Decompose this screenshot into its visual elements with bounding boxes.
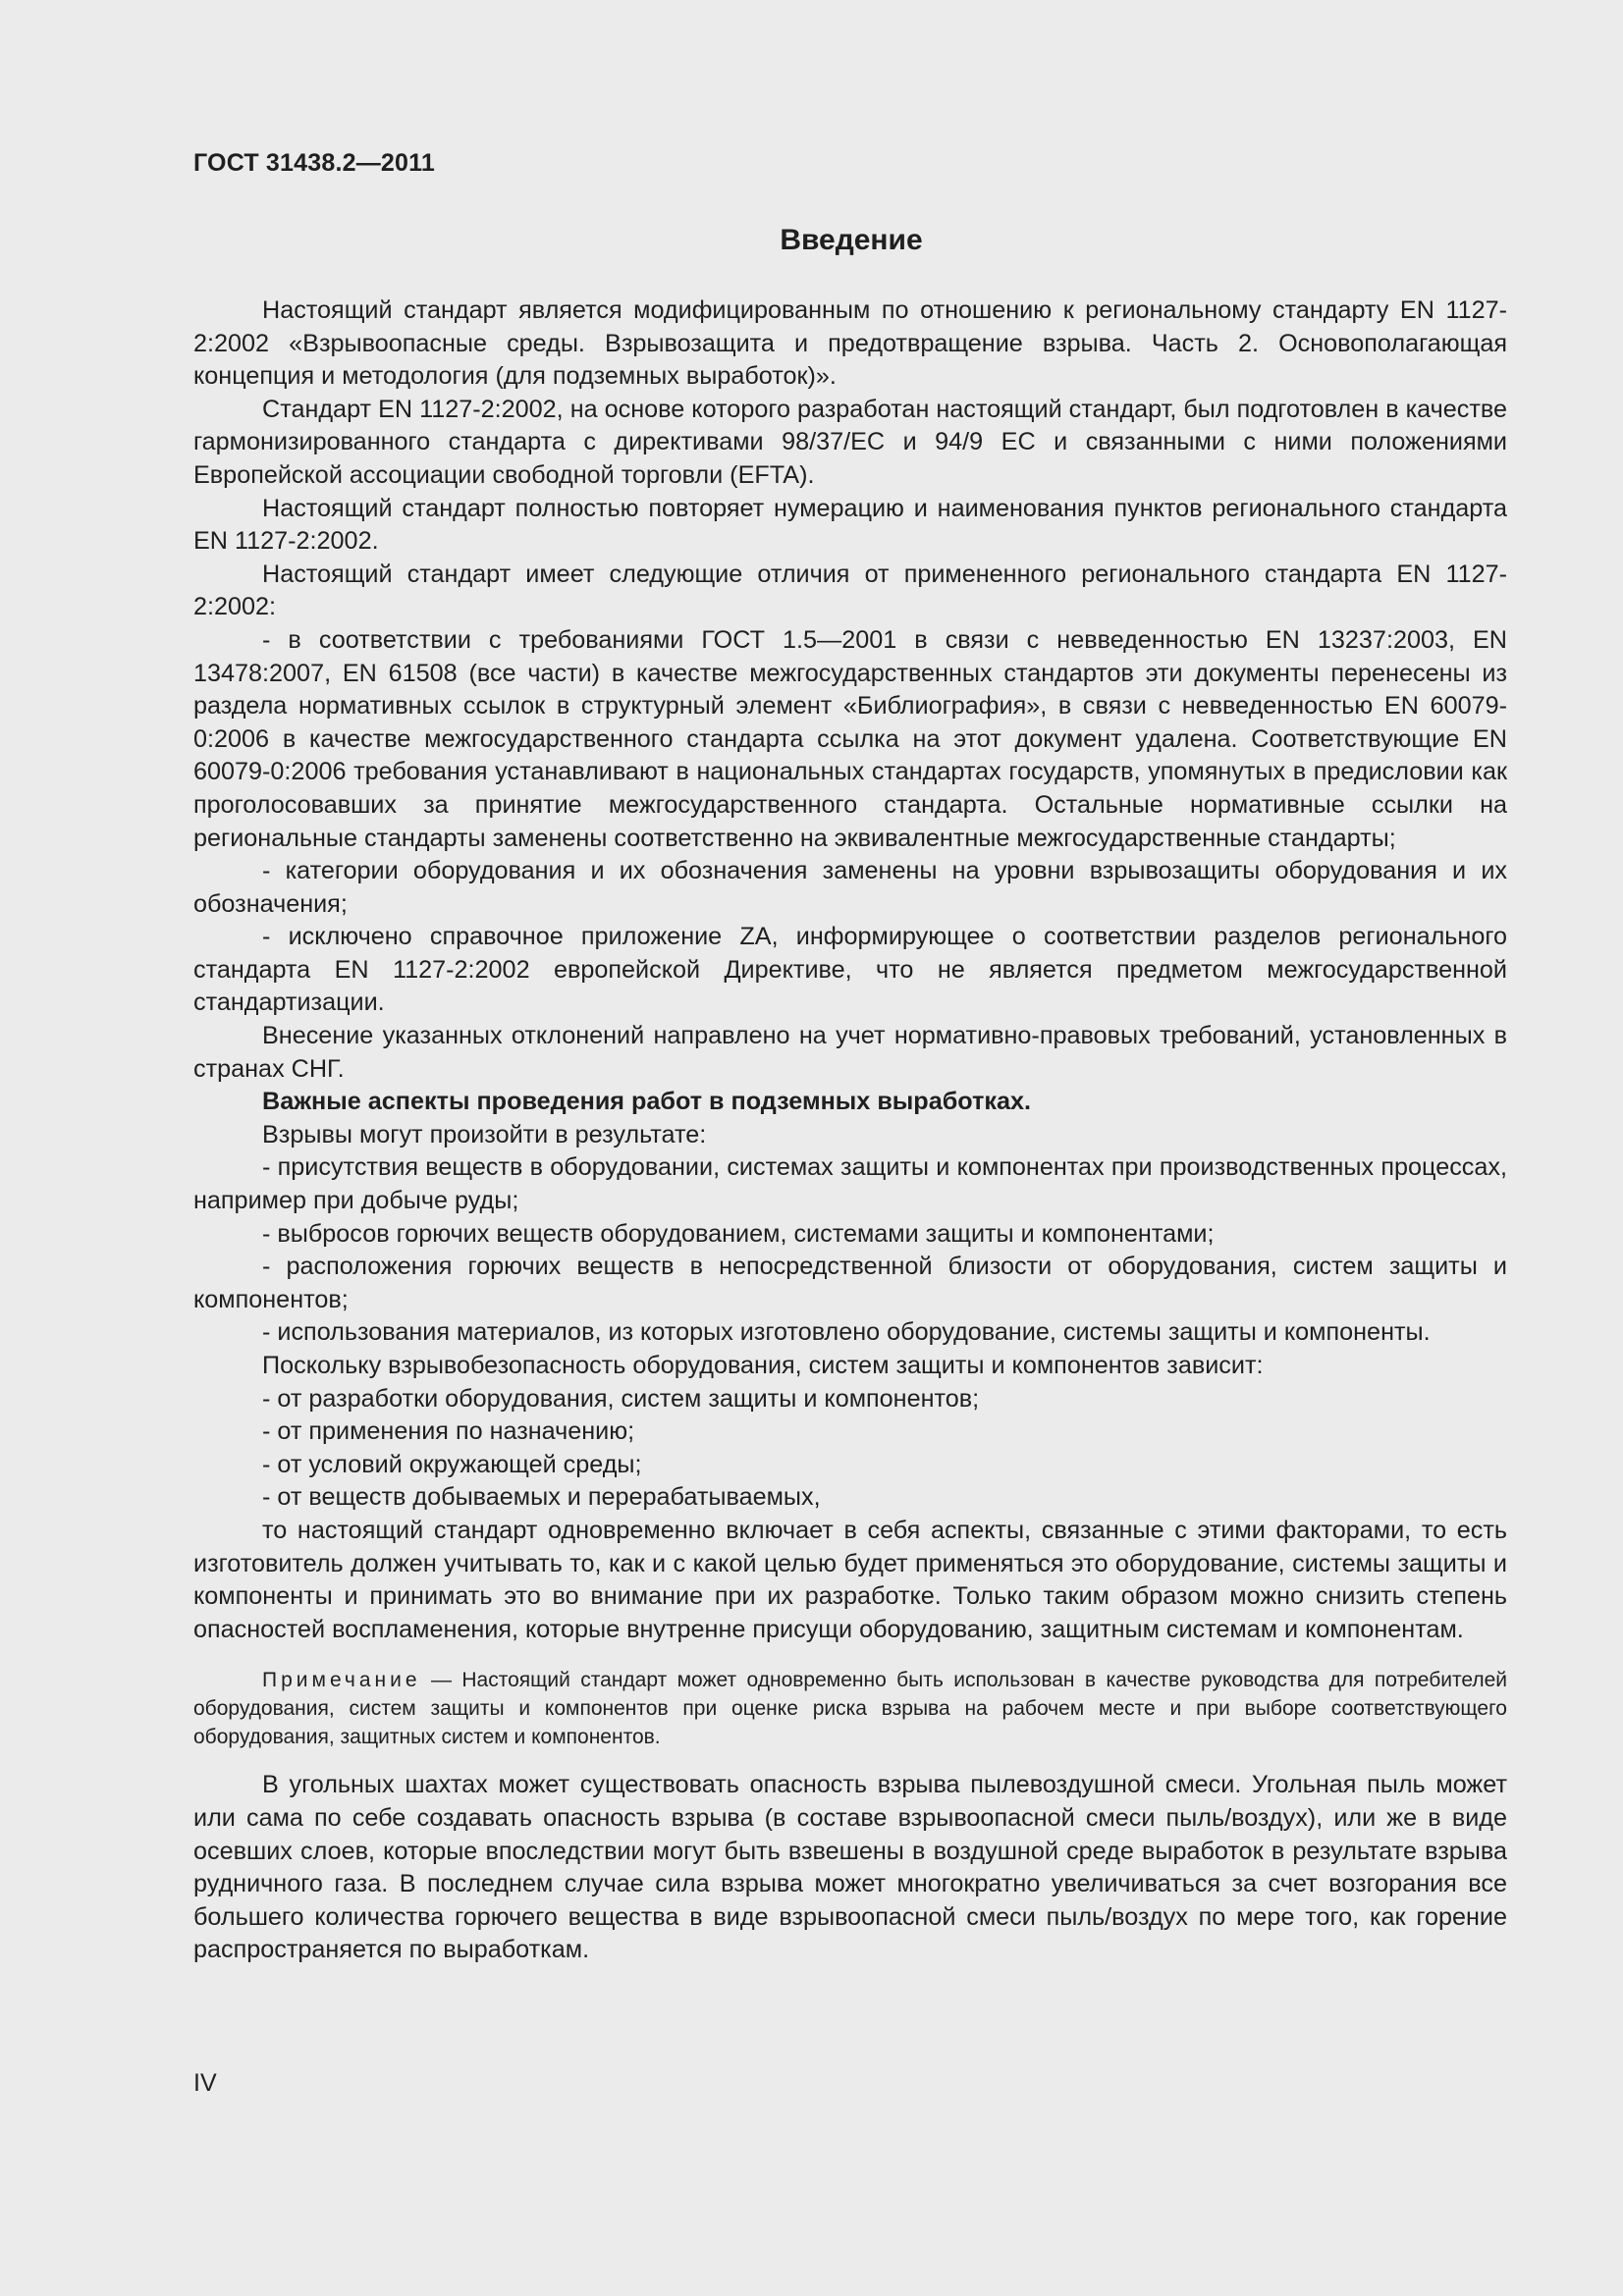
paragraph: Настоящий стандарт полностью повторяет нумерацию и наименования пунктов регионального стандарта EN 1127-2:2002.	[193, 494, 1507, 556]
list-item: - категории оборудования и их обозначения заменены на уровни взрывозащиты оборудования и их обозначения;	[193, 857, 1507, 918]
bold-heading: Важные аспекты проведения работ в подземных выработках.	[262, 1088, 1031, 1116]
page-number: IV	[193, 2069, 217, 2097]
note	[193, 1666, 1507, 1751]
list-item: - от применения по назначению;	[262, 1417, 635, 1446]
list-item: - от разработки оборудования, систем защиты и компонентов;	[262, 1384, 980, 1413]
paragraph: Внесение указанных отклонений направлено на учет нормативно-правовых требований, установленных в странах СНГ.	[193, 1022, 1507, 1083]
paragraph: Настоящий стандарт является модифицированным по отношению к региональному стандарту EN 1127-2:2002 «Взрывоопасные среды. Взрывозащита и предотвращение взрыва. Часть 2. Основополагающая концепция и методология (для подземных выработок)».	[193, 296, 1507, 391]
paragraph: Взрывы могут произойти в результате:	[262, 1120, 707, 1148]
document-header: ГОСТ 31438.2—2011	[193, 149, 435, 177]
list-item: - в соответствии с требованиями ГОСТ 1.5—2001 в связи с невведенностью EN 13237:2003, EN 13478:2007, EN 61508 (все части) в качестве межгосударственных стандартов эти документы перенесены из раздела нормативных ссылок в структурный элемент «Библиография», в связи с невведенностью EN 60079-0:2006 в качестве межгосударственного стандарта ссылка на этот документ удалена. Соответствующие EN 60079-0:2006 требования устанавливают в национальных стандартах государств, упомянутых в предисловии как проголосовавших за принятие межгосударственного стандарта. Остальные нормативные ссылки на региональные стандарты заменены соответственно на эквивалентные межгосударственные стандарты;	[193, 625, 1507, 852]
document-body	[193, 294, 1507, 1967]
list-item: - от веществ добываемых и перерабатываемых,	[262, 1483, 821, 1512]
paragraph: Стандарт EN 1127-2:2002, на основе которого разработан настоящий стандарт, был подготовлен в качестве гармонизированного стандарта с директивами 98/37/ЕС и 94/9 ЕС и связанными с ними положениями Европейской ассоциации свободной торговли (EFTA).	[193, 395, 1507, 489]
list-item: - выбросов горючих веществ оборудованием, системами защиты и компонентами;	[262, 1219, 1215, 1248]
paragraph: Поскольку взрывобезопасность оборудования, систем защиты и компонентов зависит:	[262, 1352, 1264, 1379]
list-item: - использования материалов, из которых изготовлено оборудование, системы защиты и компоненты.	[262, 1318, 1431, 1347]
list-item: - расположения горючих веществ в непосредственной близости от оборудования, систем защиты и компонентов;	[193, 1253, 1507, 1313]
note-text: — Настоящий стандарт может одновременно быть использован в качестве руководства для потребителей оборудования, систем защиты и компонентов при оценке риска взрыва на рабочем месте и при выборе соответствующего оборудования, защитных систем и компонентов.	[193, 1669, 1507, 1749]
paragraph: то настоящий стандарт одновременно включает в себя аспекты, связанные с этими факторами, то есть изготовитель должен учитывать то, как и с какой целью будет применяться это оборудование, системы защиты и компоненты и принимать это во внимание при их разработке. Только таким образом можно снизить степень опасностей воспламенения, которые внутренне присущи оборудованию, защитным системам и компонентам.	[193, 1516, 1507, 1643]
list-item: - исключено справочное приложение ZA, информирующее о соответствии разделов регионального стандарта EN 1127-2:2002 европейской Директиве, что не является предметом межгосударственной стандартизации.	[193, 923, 1507, 1017]
section-title: Введение	[780, 224, 923, 256]
list-item: - присутствия веществ в оборудовании, системах защиты и компонентах при производственных процессах, например при добыче руды;	[193, 1153, 1507, 1215]
list-item: - от условий окружающей среды;	[262, 1450, 642, 1478]
paragraph: В угольных шахтах может существовать опасность взрыва пылевоздушной смеси. Угольная пыль может или сама по себе создавать опасность взрыва (в составе взрывоопасной смеси пыль/воздух), или же в виде осевших слоев, которые впоследствии могут быть взвешены в воздушной среде выработок в результате взрыва рудничного газа. В последнем случае сила взрыва может многократно увеличиваться за счет возгорания все большего количества горючего вещества в виде взрывоопасной смеси пыль/воздух по мере того, как горение распространяется по выработкам.	[193, 1771, 1507, 1964]
paragraph: Настоящий стандарт имеет следующие отличия от примененного регионального стандарта EN 1127-2:2002:	[193, 560, 1507, 621]
note-label: Примечание	[262, 1669, 421, 1692]
